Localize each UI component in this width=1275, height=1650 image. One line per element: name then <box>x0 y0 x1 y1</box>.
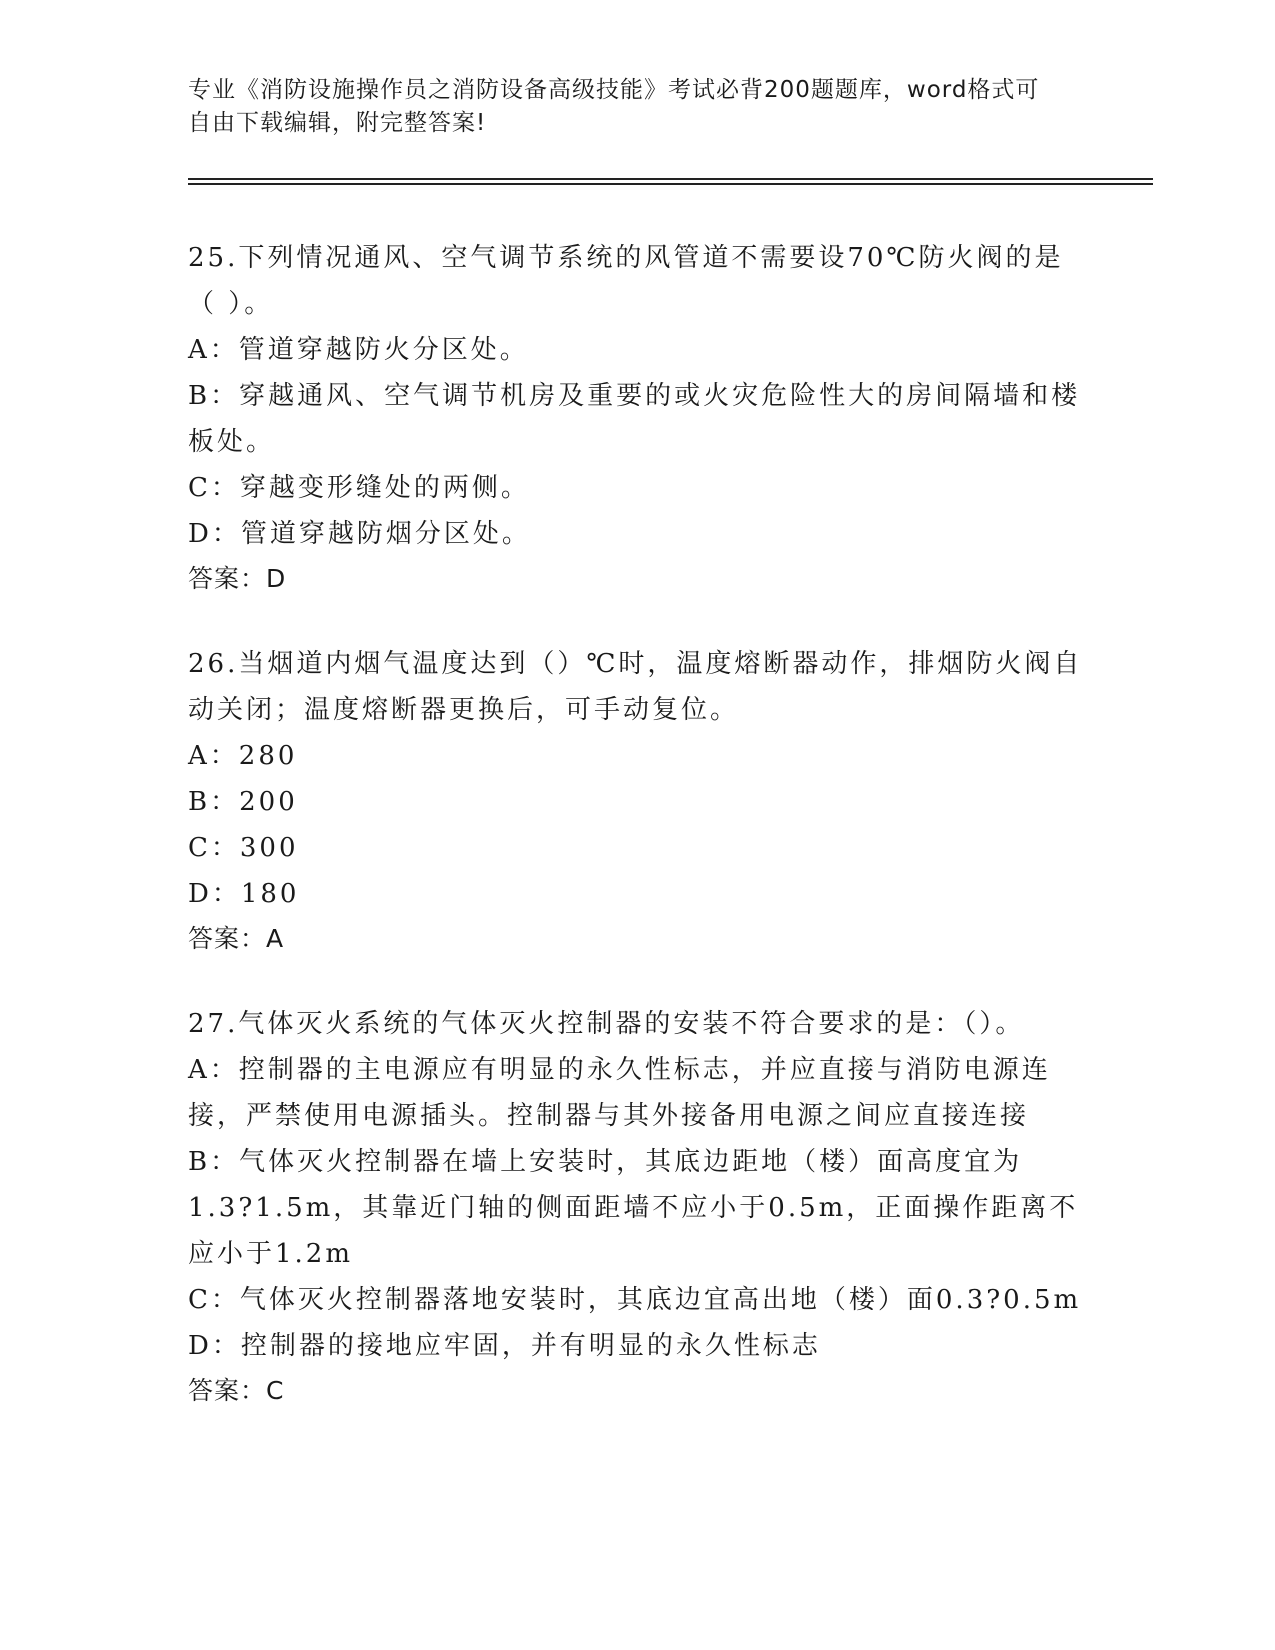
option-a: A：280 <box>188 741 298 771</box>
header-line-2: 自由下载编辑，附完整答案! <box>188 110 487 136</box>
option-b: B：200 <box>188 787 298 817</box>
option-c: C：300 <box>188 833 299 863</box>
header-line-1: 专业《消防设施操作员之消防设备高级技能》考试必背200题题库，word格式可 <box>188 77 1040 103</box>
header-divider-top <box>188 178 1153 180</box>
answer: 答案：C <box>188 1376 285 1405</box>
question-27 <box>188 1001 1088 1413</box>
option-d: D：控制器的接地应牢固，并有明显的永久性标志 <box>188 1331 821 1361</box>
option-a: A：管道穿越防火分区处。 <box>188 335 529 365</box>
option-a: A：控制器的主电源应有明显的永久性标志，并应直接与消防电源连接，严禁使用电源插头。控制器与其外接备用电源之间应直接连接 <box>188 1055 1051 1131</box>
option-d: D：管道穿越防烟分区处。 <box>188 519 531 549</box>
option-b: B：穿越通风、空气调节机房及重要的或火灾危险性大的房间隔墙和楼板处。 <box>188 381 1081 457</box>
answer: 答案：A <box>188 924 285 953</box>
question-text: 27.气体灭火系统的气体灭火控制器的安装不符合要求的是：（）。 <box>188 1009 1025 1039</box>
document-header <box>188 74 1088 140</box>
question-25 <box>188 235 1088 601</box>
answer: 答案：D <box>188 564 287 593</box>
option-c: C：穿越变形缝处的两侧。 <box>188 473 530 503</box>
question-list <box>188 235 1088 1453</box>
option-d: D：180 <box>188 879 300 909</box>
option-c: C：气体灭火控制器落地安装时，其底边宜高出地（楼）面0.3?0.5m <box>188 1285 1082 1315</box>
question-26 <box>188 641 1088 961</box>
question-text: 25.下列情况通风、空气调节系统的风管道不需要设70℃防火阀的是（ ）。 <box>188 243 1064 319</box>
option-b: B：气体灭火控制器在墙上安装时，其底边距地（楼）面高度宜为1.3?1.5m，其靠近门轴的侧面距墙不应小于0.5m，正面操作距离不应小于1.2m <box>188 1147 1079 1269</box>
question-text: 26.当烟道内烟气温度达到（）℃时，温度熔断器动作，排烟防火阀自动关闭；温度熔断器更换后，可手动复位。 <box>188 649 1083 725</box>
header-divider-bottom <box>188 183 1153 185</box>
